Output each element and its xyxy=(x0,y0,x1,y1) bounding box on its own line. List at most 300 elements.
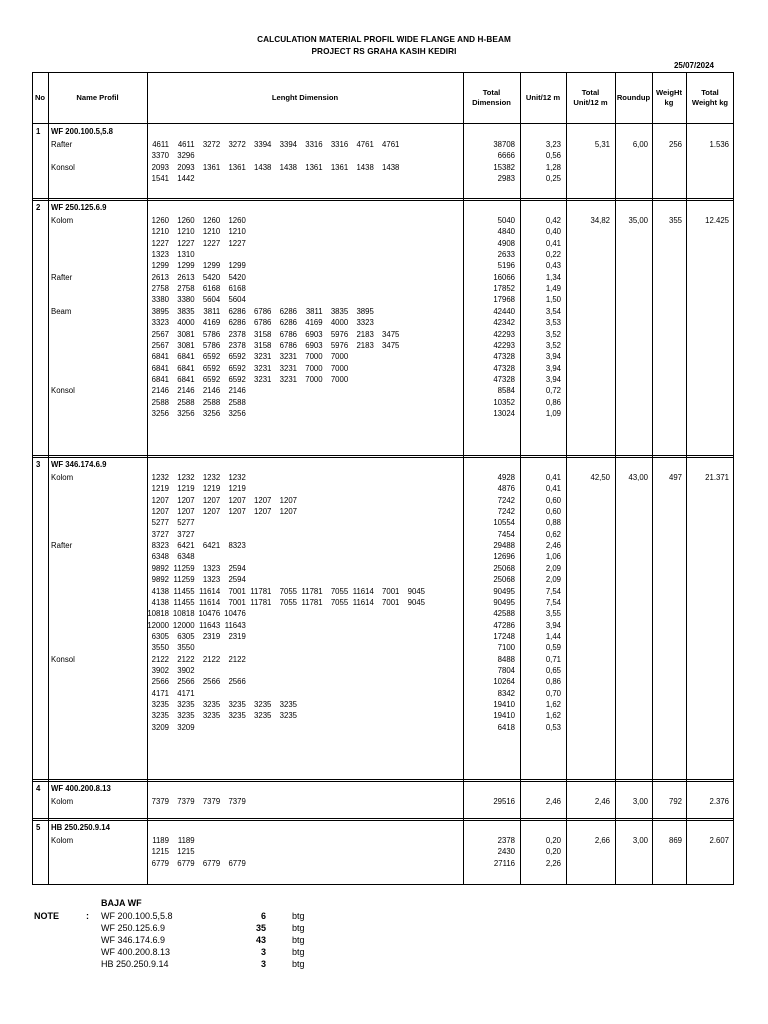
dimension-value: 3902 xyxy=(177,665,195,675)
dimension-row xyxy=(147,351,463,362)
dimension-value: 3235 xyxy=(177,711,195,721)
total-dimension-value: 4908 xyxy=(497,238,515,248)
unit-per-12m-value: 1,28 xyxy=(545,162,561,172)
dimension-row xyxy=(147,173,463,184)
dimension-value: 2594 xyxy=(228,575,246,585)
dimension-value: 3235 xyxy=(151,700,169,709)
unit-per-12m-value: 1,62 xyxy=(545,700,561,709)
dimension-value: 1310 xyxy=(177,250,195,260)
dimension-row xyxy=(147,238,463,249)
dimension-row xyxy=(147,363,463,374)
dimension-value: 4171 xyxy=(151,688,169,698)
dimension-value: 3475 xyxy=(382,340,400,350)
dimension-value: 3231 xyxy=(254,374,272,384)
total-dimension-value: 42293 xyxy=(493,329,515,339)
total-dimension-value: 47328 xyxy=(493,352,515,362)
dimension-row xyxy=(147,620,463,631)
unit-per-12m-value: 3,52 xyxy=(545,329,561,339)
group-number: 4 xyxy=(36,784,41,793)
total-weight-value: 21.371 xyxy=(705,473,729,482)
total-dimension-value: 7242 xyxy=(497,507,515,517)
dimension-value: 11614 xyxy=(199,597,221,607)
dimension-value: 7000 xyxy=(305,363,323,373)
total-weight-value: 2.607 xyxy=(709,836,729,845)
header-unit12: Unit/12 m xyxy=(525,92,561,102)
total-dimension-value: 2430 xyxy=(497,847,515,857)
dimension-value: 3235 xyxy=(202,711,221,721)
unit-per-12m-value: 3,55 xyxy=(545,609,561,619)
dimension-value: 7000 xyxy=(330,363,349,373)
unit-per-12m-value: 1,34 xyxy=(545,272,561,282)
total-dimension-value: 7242 xyxy=(497,495,515,505)
dimension-value: 9045 xyxy=(407,597,425,607)
profile-name: HB 250.250.9.14 xyxy=(51,823,110,832)
dimension-value: 10476 xyxy=(224,609,246,619)
dimension-value: 2566 xyxy=(177,677,195,687)
dimension-value: 3209 xyxy=(151,722,169,732)
group-separator xyxy=(32,779,734,780)
dimension-value: 7055 xyxy=(330,597,349,607)
unit-per-12m-value: 0,86 xyxy=(545,677,561,687)
dimension-value: 11614 xyxy=(352,597,374,607)
group-separator xyxy=(32,818,734,819)
total-dimension-value: 42440 xyxy=(493,306,515,316)
unit-per-12m-value: 0,41 xyxy=(545,484,561,494)
column-divider xyxy=(48,72,49,885)
dimension-value: 3370 xyxy=(151,151,169,161)
unit-per-12m-value: 0,72 xyxy=(545,386,561,396)
dimension-value: 1438 xyxy=(254,162,272,172)
dimension-value: 7055 xyxy=(279,597,297,607)
group-separator xyxy=(32,781,734,782)
total-dimension-value: 10352 xyxy=(493,397,515,407)
dimension-value: 3081 xyxy=(177,329,195,339)
dimension-value: 1210 xyxy=(151,227,169,237)
dimension-value: 3394 xyxy=(254,140,272,149)
unit-per-12m-value: 0,41 xyxy=(545,238,561,248)
roundup-value: 3,00 xyxy=(632,797,648,806)
dimension-value: 5277 xyxy=(177,518,195,528)
dimension-row xyxy=(147,858,463,869)
dimension-value: 1361 xyxy=(228,162,246,172)
dimension-row xyxy=(147,226,463,237)
total-dimension-value: 47286 xyxy=(493,620,515,630)
dimension-value: 1438 xyxy=(356,162,374,172)
dimension-value: 3235 xyxy=(254,700,272,709)
dimension-value: 11781 xyxy=(301,597,323,607)
dimension-value: 1207 xyxy=(279,507,297,517)
dimension-value: 6286 xyxy=(228,306,246,316)
unit-per-12m-value: 0,53 xyxy=(545,722,561,732)
dimension-row xyxy=(147,306,463,317)
dimension-row xyxy=(147,139,463,150)
dimension-row xyxy=(147,397,463,408)
dimension-value: 3231 xyxy=(254,363,272,373)
total-dimension-value: 13024 xyxy=(493,408,515,418)
unit-per-12m-value: 0,43 xyxy=(545,261,561,271)
dimension-value: 6779 xyxy=(151,858,169,868)
unit-per-12m-value: 1,50 xyxy=(545,295,561,305)
dimension-value: 7000 xyxy=(330,352,349,362)
dimension-value: 2758 xyxy=(177,284,195,294)
dimension-value: 6786 xyxy=(254,318,272,328)
dimension-value: 2122 xyxy=(151,654,169,664)
dimension-value: 5277 xyxy=(151,518,169,528)
dimension-value: 11614 xyxy=(352,586,374,596)
dimension-value: 6786 xyxy=(279,329,297,339)
dimension-value: 2146 xyxy=(202,386,221,396)
dimension-value: 4611 xyxy=(152,140,169,149)
dimension-value: 9892 xyxy=(151,563,169,573)
dimension-value: 3380 xyxy=(177,295,195,305)
unit-per-12m-value: 3,53 xyxy=(545,318,561,328)
dimension-value: 1438 xyxy=(279,162,297,172)
dimension-value: 8323 xyxy=(151,541,169,551)
roundup-value: 3,00 xyxy=(632,836,648,845)
dimension-value: 7001 xyxy=(382,597,400,607)
dimension-value: 3256 xyxy=(177,408,195,418)
dimension-row xyxy=(147,654,463,665)
dimension-value: 6841 xyxy=(151,352,169,362)
unit-per-12m-value: 0,65 xyxy=(545,665,561,675)
dimension-value: 2588 xyxy=(202,397,221,407)
dimension-value: 9045 xyxy=(407,586,425,596)
dimension-row xyxy=(147,472,463,483)
column-divider xyxy=(733,72,734,885)
total-dimension-value: 4928 xyxy=(497,473,515,482)
unit-per-12m-value: 2,09 xyxy=(545,563,561,573)
dimension-value: 1227 xyxy=(177,238,195,248)
total-dimension-value: 42342 xyxy=(493,318,515,328)
unit-per-12m-value: 1,44 xyxy=(545,631,561,641)
dimension-value: 3296 xyxy=(177,151,195,161)
dimension-row xyxy=(147,665,463,676)
dimension-value: 3835 xyxy=(330,306,349,316)
dimension-value: 2566 xyxy=(151,677,169,687)
dimension-value: 1219 xyxy=(151,484,169,494)
note-profile-name: WF 346.174.6.9 xyxy=(101,935,166,945)
dimension-row xyxy=(147,688,463,699)
dimension-value: 3081 xyxy=(177,340,195,350)
dimension-value: 7000 xyxy=(330,374,349,384)
dimension-value: 1227 xyxy=(202,238,221,248)
dimension-value: 3256 xyxy=(228,408,246,418)
group-separator xyxy=(32,198,734,199)
dimension-value: 4611 xyxy=(177,140,195,149)
dimension-value: 6841 xyxy=(151,374,169,384)
dimension-value: 6592 xyxy=(202,352,221,362)
dimension-value: 3235 xyxy=(228,711,246,721)
header-name: Name Profil xyxy=(76,92,119,102)
project-title: PROJECT RS GRAHA KASIH KEDIRI xyxy=(311,47,457,56)
dimension-row xyxy=(147,162,463,173)
dimension-value: 11259 xyxy=(173,575,195,585)
total-dimension-value: 8584 xyxy=(497,386,515,396)
dimension-value: 1210 xyxy=(228,227,246,237)
unit-per-12m-value: 0,20 xyxy=(545,847,561,857)
dimension-value: 3235 xyxy=(228,700,246,709)
note-heading: BAJA WF xyxy=(101,898,142,908)
note-profile-name: HB 250.250.9.14 xyxy=(101,959,169,969)
total-dimension-value: 12696 xyxy=(493,552,515,562)
dimension-value: 2146 xyxy=(151,386,169,396)
total-unit-value: 2,66 xyxy=(594,836,610,845)
dimension-value: 1232 xyxy=(151,473,169,482)
dimension-value: 6168 xyxy=(228,284,246,294)
weight-value: 256 xyxy=(668,140,682,149)
dimension-row xyxy=(147,150,463,161)
dimension-value: 6786 xyxy=(279,340,297,350)
note-unit: btg xyxy=(292,947,305,957)
member-label: Konsol xyxy=(51,654,75,664)
dimension-value: 3272 xyxy=(228,140,246,149)
dimension-value: 1207 xyxy=(228,495,246,505)
note-quantity: 3 xyxy=(260,947,266,957)
unit-per-12m-value: 3,94 xyxy=(545,363,561,373)
dimension-value: 1210 xyxy=(177,227,195,237)
dimension-value: 6592 xyxy=(228,363,246,373)
dimension-value: 11614 xyxy=(199,586,221,596)
dimension-value: 5604 xyxy=(202,295,221,305)
dimension-value: 1189 xyxy=(152,836,169,845)
dimension-value: 11259 xyxy=(173,563,195,573)
dimension-value: 6779 xyxy=(177,858,195,868)
dimension-row xyxy=(147,272,463,283)
dimension-value: 1299 xyxy=(202,261,221,271)
dimension-value: 3158 xyxy=(254,340,272,350)
weight-value: 869 xyxy=(668,836,682,845)
dimension-value: 1260 xyxy=(177,216,195,225)
dimension-row xyxy=(147,540,463,551)
dimension-value: 6592 xyxy=(202,374,221,384)
total-dimension-value: 38708 xyxy=(493,140,515,149)
dimension-value: 4171 xyxy=(177,688,195,698)
roundup-value: 43,00 xyxy=(628,473,648,482)
group-separator xyxy=(32,455,734,456)
dimension-value: 11643 xyxy=(224,620,246,630)
member-label: Rafter xyxy=(51,140,73,149)
unit-per-12m-value: 3,52 xyxy=(545,340,561,350)
dimension-value: 1207 xyxy=(254,495,272,505)
total-dimension-value: 90495 xyxy=(493,586,515,596)
dimension-value: 6841 xyxy=(177,363,195,373)
dimension-row xyxy=(147,283,463,294)
unit-per-12m-value: 2,46 xyxy=(545,541,561,551)
dimension-value: 1438 xyxy=(382,162,400,172)
dimension-value: 1323 xyxy=(202,563,221,573)
dimension-value: 2122 xyxy=(202,654,221,664)
dimension-value: 7055 xyxy=(330,586,349,596)
dimension-row xyxy=(147,835,463,846)
dimension-value: 3316 xyxy=(305,140,323,149)
dimension-value: 3811 xyxy=(305,306,323,316)
unit-per-12m-value: 0,56 xyxy=(545,151,561,161)
dimension-value: 6421 xyxy=(177,541,195,551)
dimension-value: 2378 xyxy=(228,329,246,339)
dimension-value: 2758 xyxy=(151,284,169,294)
dimension-value: 2093 xyxy=(177,162,195,172)
dimension-value: 1219 xyxy=(228,484,246,494)
total-dimension-value: 5040 xyxy=(497,216,515,225)
dimension-value: 4138 xyxy=(151,586,169,596)
total-dimension-value: 6418 xyxy=(497,722,515,732)
dimension-value: 6421 xyxy=(202,541,221,551)
dimension-value: 1442 xyxy=(177,174,195,184)
dimension-value: 2566 xyxy=(228,677,246,687)
dimension-value: 3235 xyxy=(202,700,221,709)
unit-per-12m-value: 0,20 xyxy=(545,836,561,845)
dimension-row xyxy=(147,608,463,619)
dimension-value: 2378 xyxy=(228,340,246,350)
dimension-value: 6286 xyxy=(228,318,246,328)
total-dimension-value: 42293 xyxy=(493,340,515,350)
weight-value: 792 xyxy=(668,797,682,806)
dimension-value: 6841 xyxy=(177,374,195,384)
dimension-value: 3235 xyxy=(151,711,169,721)
dimension-value: 1207 xyxy=(177,495,195,505)
group-separator xyxy=(32,820,734,821)
dimension-value: 1299 xyxy=(151,261,169,271)
unit-per-12m-value: 0,88 xyxy=(545,518,561,528)
total-unit-value: 5,31 xyxy=(594,140,610,149)
group-number: 1 xyxy=(36,127,41,136)
dimension-value: 7001 xyxy=(382,586,400,596)
note-unit: btg xyxy=(292,935,305,945)
dimension-value: 3323 xyxy=(151,318,169,328)
total-dimension-value: 27116 xyxy=(493,858,515,868)
document-title: CALCULATION MATERIAL PROFIL WIDE FLANGE AND H-BEAM xyxy=(257,35,511,44)
unit-per-12m-value: 0,40 xyxy=(545,227,561,237)
group-separator xyxy=(32,457,734,458)
dimension-value: 1207 xyxy=(151,507,169,517)
total-dimension-value: 5196 xyxy=(497,261,515,271)
dimension-value: 5976 xyxy=(330,340,349,350)
total-dimension-value: 7100 xyxy=(497,643,515,653)
dimension-row xyxy=(147,551,463,562)
note-unit: btg xyxy=(292,959,305,969)
total-unit-value: 42,50 xyxy=(590,473,610,482)
total-dimension-value: 19410 xyxy=(493,711,515,721)
dimension-row xyxy=(147,631,463,642)
header-total-unit: Total Unit/12 m xyxy=(573,87,608,107)
note-quantity: 6 xyxy=(260,911,266,921)
dimension-row xyxy=(147,676,463,687)
total-weight-value: 12.425 xyxy=(705,216,729,225)
dimension-value: 11781 xyxy=(250,586,272,596)
dimension-row xyxy=(147,517,463,528)
total-dimension-value: 2983 xyxy=(497,174,515,184)
dimension-value: 7001 xyxy=(228,597,246,607)
dimension-row xyxy=(147,574,463,585)
dimension-value: 1219 xyxy=(177,484,195,494)
header-no: No xyxy=(34,92,46,102)
dimension-value: 1260 xyxy=(151,216,169,225)
profile-name: WF 200.100.5,5.8 xyxy=(51,127,113,136)
dimension-value: 3380 xyxy=(151,295,169,305)
dimension-row xyxy=(147,249,463,260)
dimension-value: 6592 xyxy=(202,363,221,373)
dimension-row xyxy=(147,294,463,305)
member-label: Konsol xyxy=(51,386,75,396)
dimension-value: 1207 xyxy=(228,507,246,517)
unit-per-12m-value: 0,25 xyxy=(545,174,561,184)
note-label: NOTE xyxy=(34,911,60,921)
unit-per-12m-value: 3,94 xyxy=(545,352,561,362)
dimension-value: 3895 xyxy=(151,306,169,316)
unit-per-12m-value: 3,54 xyxy=(545,306,561,316)
roundup-value: 6,00 xyxy=(632,140,648,149)
dimension-value: 5786 xyxy=(202,340,221,350)
dimension-row xyxy=(147,215,463,226)
note-quantity: 3 xyxy=(260,959,266,969)
dimension-value: 10476 xyxy=(198,609,221,619)
dimension-row xyxy=(147,317,463,328)
total-dimension-value: 47328 xyxy=(493,374,515,384)
dimension-row xyxy=(147,495,463,506)
dimension-value: 2613 xyxy=(151,272,169,282)
unit-per-12m-value: 0,60 xyxy=(545,495,561,505)
dimension-row xyxy=(147,586,463,597)
dimension-row xyxy=(147,408,463,419)
dimension-row xyxy=(147,563,463,574)
dimension-value: 3231 xyxy=(279,363,297,373)
document-date: 25/07/2024 xyxy=(673,61,714,70)
dimension-value: 3550 xyxy=(151,643,169,653)
dimension-value: 1232 xyxy=(228,473,246,482)
unit-per-12m-value: 1,09 xyxy=(545,408,561,418)
dimension-row xyxy=(147,722,463,733)
unit-per-12m-value: 0,42 xyxy=(545,216,561,225)
dimension-value: 4138 xyxy=(151,597,169,607)
total-unit-value: 34,82 xyxy=(590,216,610,225)
column-divider xyxy=(32,72,33,885)
dimension-value: 3256 xyxy=(151,408,169,418)
dimension-value: 2146 xyxy=(177,386,195,396)
unit-per-12m-value: 0,70 xyxy=(545,688,561,698)
dimension-value: 3475 xyxy=(382,329,400,339)
dimension-row xyxy=(147,374,463,385)
member-label: Rafter xyxy=(51,272,73,282)
total-dimension-value: 10554 xyxy=(493,518,515,528)
dimension-value: 1323 xyxy=(202,575,221,585)
total-dimension-value: 17968 xyxy=(493,295,515,305)
dimension-value: 12000 xyxy=(172,620,195,630)
dimension-value: 3256 xyxy=(202,408,221,418)
dimension-value: 7379 xyxy=(177,797,195,806)
dimension-value: 6779 xyxy=(202,858,221,868)
dimension-value: 7000 xyxy=(305,352,323,362)
dimension-value: 3727 xyxy=(151,529,169,539)
dimension-value: 1207 xyxy=(202,495,221,505)
dimension-value: 1299 xyxy=(228,261,246,271)
header-separator xyxy=(32,123,734,124)
unit-per-12m-value: 0,71 xyxy=(545,654,561,664)
dimension-value: 2319 xyxy=(202,631,221,641)
note-profile-name: WF 200.100.5,5.8 xyxy=(101,911,173,921)
total-dimension-value: 42588 xyxy=(493,609,515,619)
dimension-value: 6348 xyxy=(177,552,195,562)
unit-per-12m-value: 0,41 xyxy=(545,473,561,482)
total-dimension-value: 2633 xyxy=(497,250,515,260)
dimension-value: 11643 xyxy=(199,620,221,630)
unit-per-12m-value: 3,94 xyxy=(545,620,561,630)
dimension-row xyxy=(147,796,463,807)
total-dimension-value: 7454 xyxy=(497,529,515,539)
member-label: Kolom xyxy=(51,216,74,225)
dimension-value: 1232 xyxy=(177,473,195,482)
dimension-value: 3727 xyxy=(177,529,195,539)
dimension-value: 1232 xyxy=(202,473,221,482)
